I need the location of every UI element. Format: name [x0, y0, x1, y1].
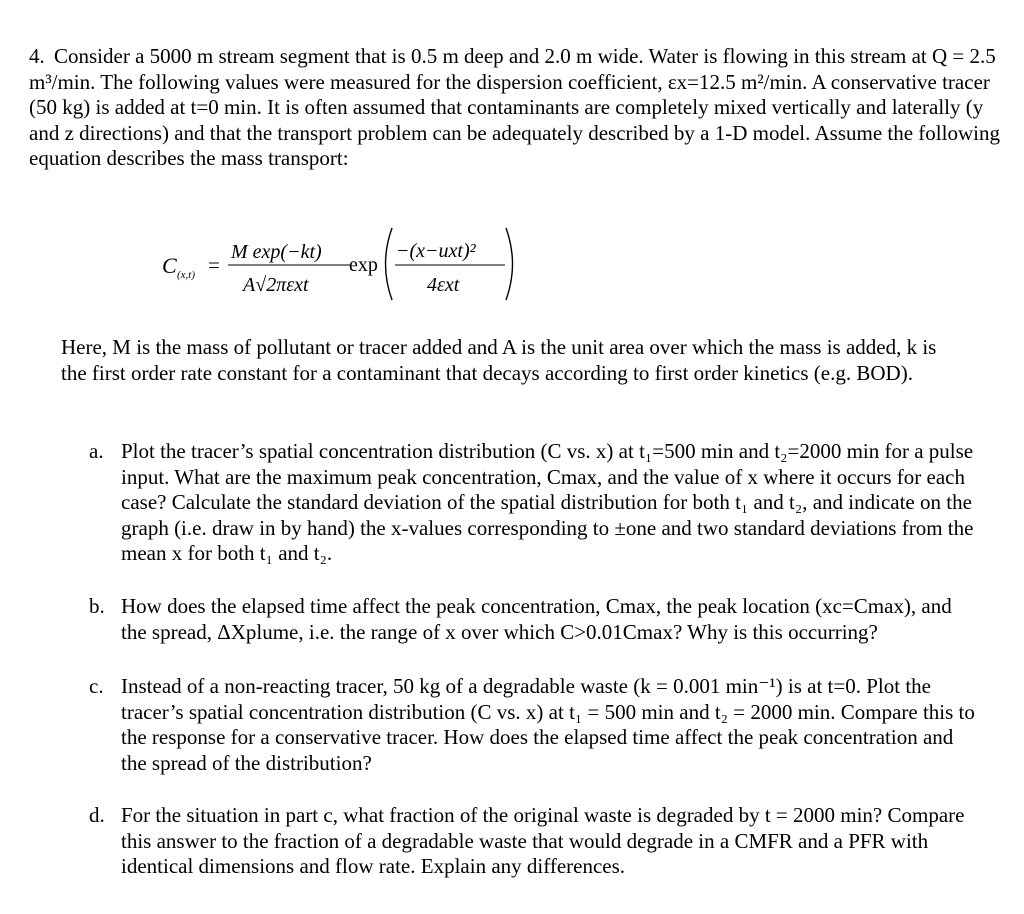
mass-transport-equation — [160, 224, 520, 308]
equation-numerator-left: M exp(−kt) — [231, 241, 322, 263]
equation-equals: = — [208, 253, 220, 277]
part-a-text: Plot the tracer’s spatial concentration distribution (C vs. x) at t₁=500 min and t₂=2000 min for a pulse input. What are the maximum peak concentration, Cmax, and the value of x where it occurs for each case? Calculate the standard deviation of the spatial distribution for both t₁ and t₂, and indicate on the graph (i.e. draw in by hand) the x-values corresponding to ±one and two standard deviations from the mean x for both t₁ and t₂. — [121, 439, 974, 566]
variable-definitions: Here, M is the mass of pollutant or tracer added and A is the unit area over which the mass is added, k is the first order rate constant for a contaminant that decays according to first order kinetics (e.g. BOD). — [61, 335, 937, 385]
equation-lhs: C — [162, 253, 177, 278]
equation-denominator-right: 4εxt — [427, 274, 460, 296]
part-c-label: c. — [89, 674, 104, 698]
part-d-text: For the situation in part c, what fraction of the original waste is degraded by t = 2000 min? Compare this answer to the fraction of a degradable waste that would degrade in a CMFR and a PFR with identical dimensions and flow rate. Explain any differences. — [121, 803, 965, 879]
equation-exp: exp — [349, 254, 378, 276]
part-b-label: b. — [89, 594, 105, 618]
part-d-label: d. — [89, 803, 105, 827]
problem-number: 4. — [29, 44, 45, 68]
part-b-text: How does the elapsed time affect the peak concentration, Cmax, the peak location (xc=Cmax), and the spread, ΔXplume, i.e. the range of x over which C>0.01Cmax? Why is this occurring? — [121, 594, 952, 644]
equation-denominator-left: A√2πεxt — [243, 274, 309, 296]
left-paren — [386, 228, 393, 300]
part-d — [89, 803, 979, 880]
part-a — [89, 439, 979, 567]
equation-numerator-right: −(x−uxt)² — [396, 240, 476, 262]
right-paren — [506, 228, 513, 300]
part-c — [89, 674, 979, 776]
problem-intro-text: Consider a 5000 m stream segment that is 0.5 m deep and 2.0 m wide. Water is flowing in this stream at Q = 2.5 m³/min. The following values were measured for the dispersion coefficient, εx=12.5 m²/min. A conservative tracer (50 kg) is added at t=0 min. It is often assumed that contaminants are completely mixed vertically and laterally (y and z directions) and that the transport problem can be adequately described by a 1-D model. Assume the following equation describes the mass transport: — [29, 44, 1000, 171]
problem-intro — [29, 44, 1004, 172]
equation-lhs-subscript: (x,t) — [177, 269, 196, 281]
part-a-label: a. — [89, 439, 104, 463]
part-b — [89, 594, 979, 645]
part-c-text: Instead of a non-reacting tracer, 50 kg of a degradable waste (k = 0.001 min⁻¹) is at t=0. Plot the tracer’s spatial concentration distribution (C vs. x) at t₁ = 500 min and t₂ = 2000 min. Compare this to the response for a conservative tracer. How does the elapsed time affect the peak concentration and the spread of the distribution? — [121, 674, 975, 775]
